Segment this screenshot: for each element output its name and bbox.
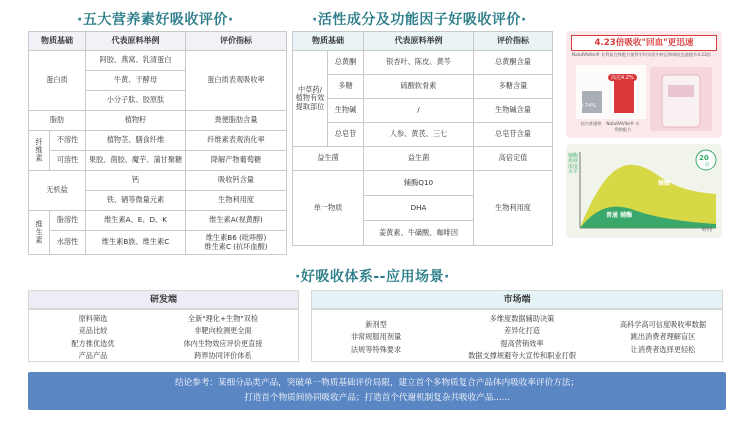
promo-legend-patent: NatuRAVite® 专利铁配方	[606, 121, 640, 132]
herb-example: 硫酸软骨素	[364, 75, 474, 99]
vitamin-sub: 水溶性	[50, 231, 86, 255]
fiber-indicator: 降解产物葡萄糖	[186, 151, 287, 171]
conclusion-banner	[28, 372, 726, 410]
conclusion-line-2: 打造首个物质间协同吸收产品；打造首个代谢机制复杂共吸收产品......	[244, 393, 510, 403]
fiber-sub: 不溶性	[50, 131, 86, 151]
nutrients-section-title: ·五大营养素好吸收评价·	[77, 12, 234, 28]
fiber-example: 植物茎、膳食纤维	[86, 131, 186, 151]
fiber-sub: 可溶性	[50, 151, 86, 171]
list-item: 跳出消费者理解盲区	[630, 332, 696, 342]
fat-indicator: 粪便脂肪含量	[186, 111, 287, 131]
herb-sub: 总皂苷	[328, 123, 364, 147]
herb-example: 人参、黄芪、三七	[364, 123, 474, 147]
list-item: 竞品比较	[78, 326, 108, 336]
list-item: 差异化打造	[504, 326, 540, 336]
patent-label: 辅酶	[658, 180, 671, 187]
market-box	[311, 309, 723, 362]
list-item: 跨界协同评价体系	[194, 350, 252, 360]
market-box-title: 市场端	[311, 290, 723, 309]
header-example: 代表原料举例	[364, 32, 474, 51]
list-item: 非靶向检测更全面	[194, 326, 252, 336]
fiber-example: 果胶、菌胶、魔芋、蒲甘聚糖	[86, 151, 186, 171]
system-section-title: ·好吸收体系--应用场景·	[295, 269, 450, 285]
list-item: 产品产品	[78, 350, 108, 360]
list-item: 法规等特殊要求	[350, 344, 402, 354]
herb-indicator: 多糖含量	[474, 75, 553, 99]
promo-bar-label: 0.74%	[580, 103, 596, 109]
list-item: 体内生物效应评价更直接	[183, 338, 263, 348]
herb-indicator: 总黄酮含量	[474, 51, 553, 75]
promo-legend-normal: 同为普通铁	[580, 121, 602, 126]
fat-cell: 脂肪	[29, 111, 86, 131]
promo-headline: 4.23倍吸收"回血"更迅速	[571, 35, 717, 51]
herb-sub: 多糖	[328, 75, 364, 99]
header-material: 物质基础	[29, 32, 86, 51]
herb-sub: 总黄酮	[328, 51, 364, 75]
list-item: 新剂型	[365, 320, 387, 329]
list-item: 多维度数据辅助决策	[489, 314, 555, 323]
rd-left-list	[57, 313, 129, 362]
bar-normal-iron	[582, 91, 602, 113]
badge-unit: 倍	[705, 163, 710, 168]
normal-label: 普通 辅酶	[606, 212, 633, 219]
fiber-group-cell: 纤维素	[29, 131, 50, 171]
y-axis-label: 辅酶血液浓度水平	[568, 153, 579, 175]
herb-example: 银杏叶、陈皮、黄芩	[364, 51, 474, 75]
herb-group-cell: 中草药/植物有效提取部位	[293, 51, 328, 147]
market-col-1	[326, 319, 426, 356]
vitamin-example: 维生素A、E、D、K	[86, 211, 186, 231]
market-col-3	[608, 319, 718, 356]
protein-example: 牛黄、干酵母	[86, 71, 186, 91]
single-example: DHA	[364, 196, 474, 221]
header-indicator: 评价指标	[186, 32, 287, 51]
probiotic-cell: 益生菌	[293, 147, 364, 171]
list-item: 数据支撑规避夸大宣传和职业打假	[468, 350, 576, 360]
list-item: 非常规服用剂量	[350, 332, 402, 342]
single-indicator: 生物利用度	[474, 171, 553, 246]
rd-box-title: 研发端	[28, 290, 299, 309]
herb-example: /	[364, 99, 474, 123]
protein-cell: 蛋白质	[29, 51, 86, 111]
coq10-absorption-panel	[566, 144, 722, 238]
iron-absorption-promo	[566, 31, 722, 138]
vitamin-indicator: 维生素A(视黄醇)	[186, 211, 287, 231]
protein-indicator: 蛋白质表观吸收率	[186, 51, 287, 111]
promo-bubble: 高达4.2%	[608, 74, 637, 81]
market-col-2	[447, 313, 597, 362]
fat-example: 植物籽	[86, 111, 186, 131]
badge-number: 20	[699, 154, 709, 162]
list-item: 让消费者选择更轻松	[630, 344, 696, 354]
single-example: 姜黄素、牛磺酸、咖啡因	[364, 221, 474, 246]
mineral-example: 铁、硒等微量元素	[86, 191, 186, 211]
protein-example: 小分子肽、胶原肽	[86, 91, 186, 111]
header-material: 物质基础	[293, 32, 364, 51]
herb-indicator: 生物碱含量	[474, 99, 553, 123]
single-substance-cell: 单一物质	[293, 171, 364, 246]
herb-indicator: 总皂苷含量	[474, 123, 553, 147]
probiotic-indicator: 高倍定值	[474, 147, 553, 171]
vitamin-sub: 脂溶性	[50, 211, 86, 231]
single-example: 辅酶Q10	[364, 171, 474, 196]
probiotic-example: 益生菌	[364, 147, 474, 171]
herb-sub: 生物碱	[328, 99, 364, 123]
list-item: 原料筛选	[78, 314, 108, 323]
vitamin-indicator: 维生素B6 (吡哆醇) 维生素C (抗坏血酸)	[186, 231, 287, 255]
rd-box	[28, 309, 299, 362]
promo-subline: NatuRAVite® 专利复合铁配方使得平均实验中转运和吸收迅速提升4.23倍	[572, 52, 711, 57]
vitamin-group-cell: 维生素	[29, 211, 50, 255]
nutrients-table	[28, 31, 287, 255]
rd-right-list	[161, 313, 285, 362]
mineral-indicator: 生物利用度	[186, 191, 287, 211]
protein-example: 阿胶、燕窝、乳清蛋白	[86, 51, 186, 71]
x-axis-label: 时间	[702, 227, 713, 233]
vitamin-example: 维生素B族、维生素C	[86, 231, 186, 255]
mineral-indicator: 吸收钙含量	[186, 171, 287, 191]
header-indicator: 评价指标	[474, 32, 553, 51]
list-item: 提高营销效率	[500, 338, 544, 348]
conclusion-line-1: 结论参考：某细分品类产品，突破单一物质基础评价局限，建立首个多物质复合产品体内吸收率评价方法；	[175, 378, 579, 388]
active-ingredients-section-title: ·活性成分及功能因子好吸收评价·	[312, 12, 527, 28]
active-ingredients-table	[292, 31, 553, 246]
list-item: 高科学高可信度吸收率数据	[619, 320, 707, 329]
mineral-cell: 无机盐	[29, 171, 86, 211]
mineral-example: 钙	[86, 171, 186, 191]
list-item: 全新"理化+生物"双检	[187, 314, 259, 323]
list-item: 配方推优选优	[71, 338, 115, 348]
fiber-indicator: 纤维素表观消化率	[186, 131, 287, 151]
header-example: 代表原料举例	[86, 32, 186, 51]
